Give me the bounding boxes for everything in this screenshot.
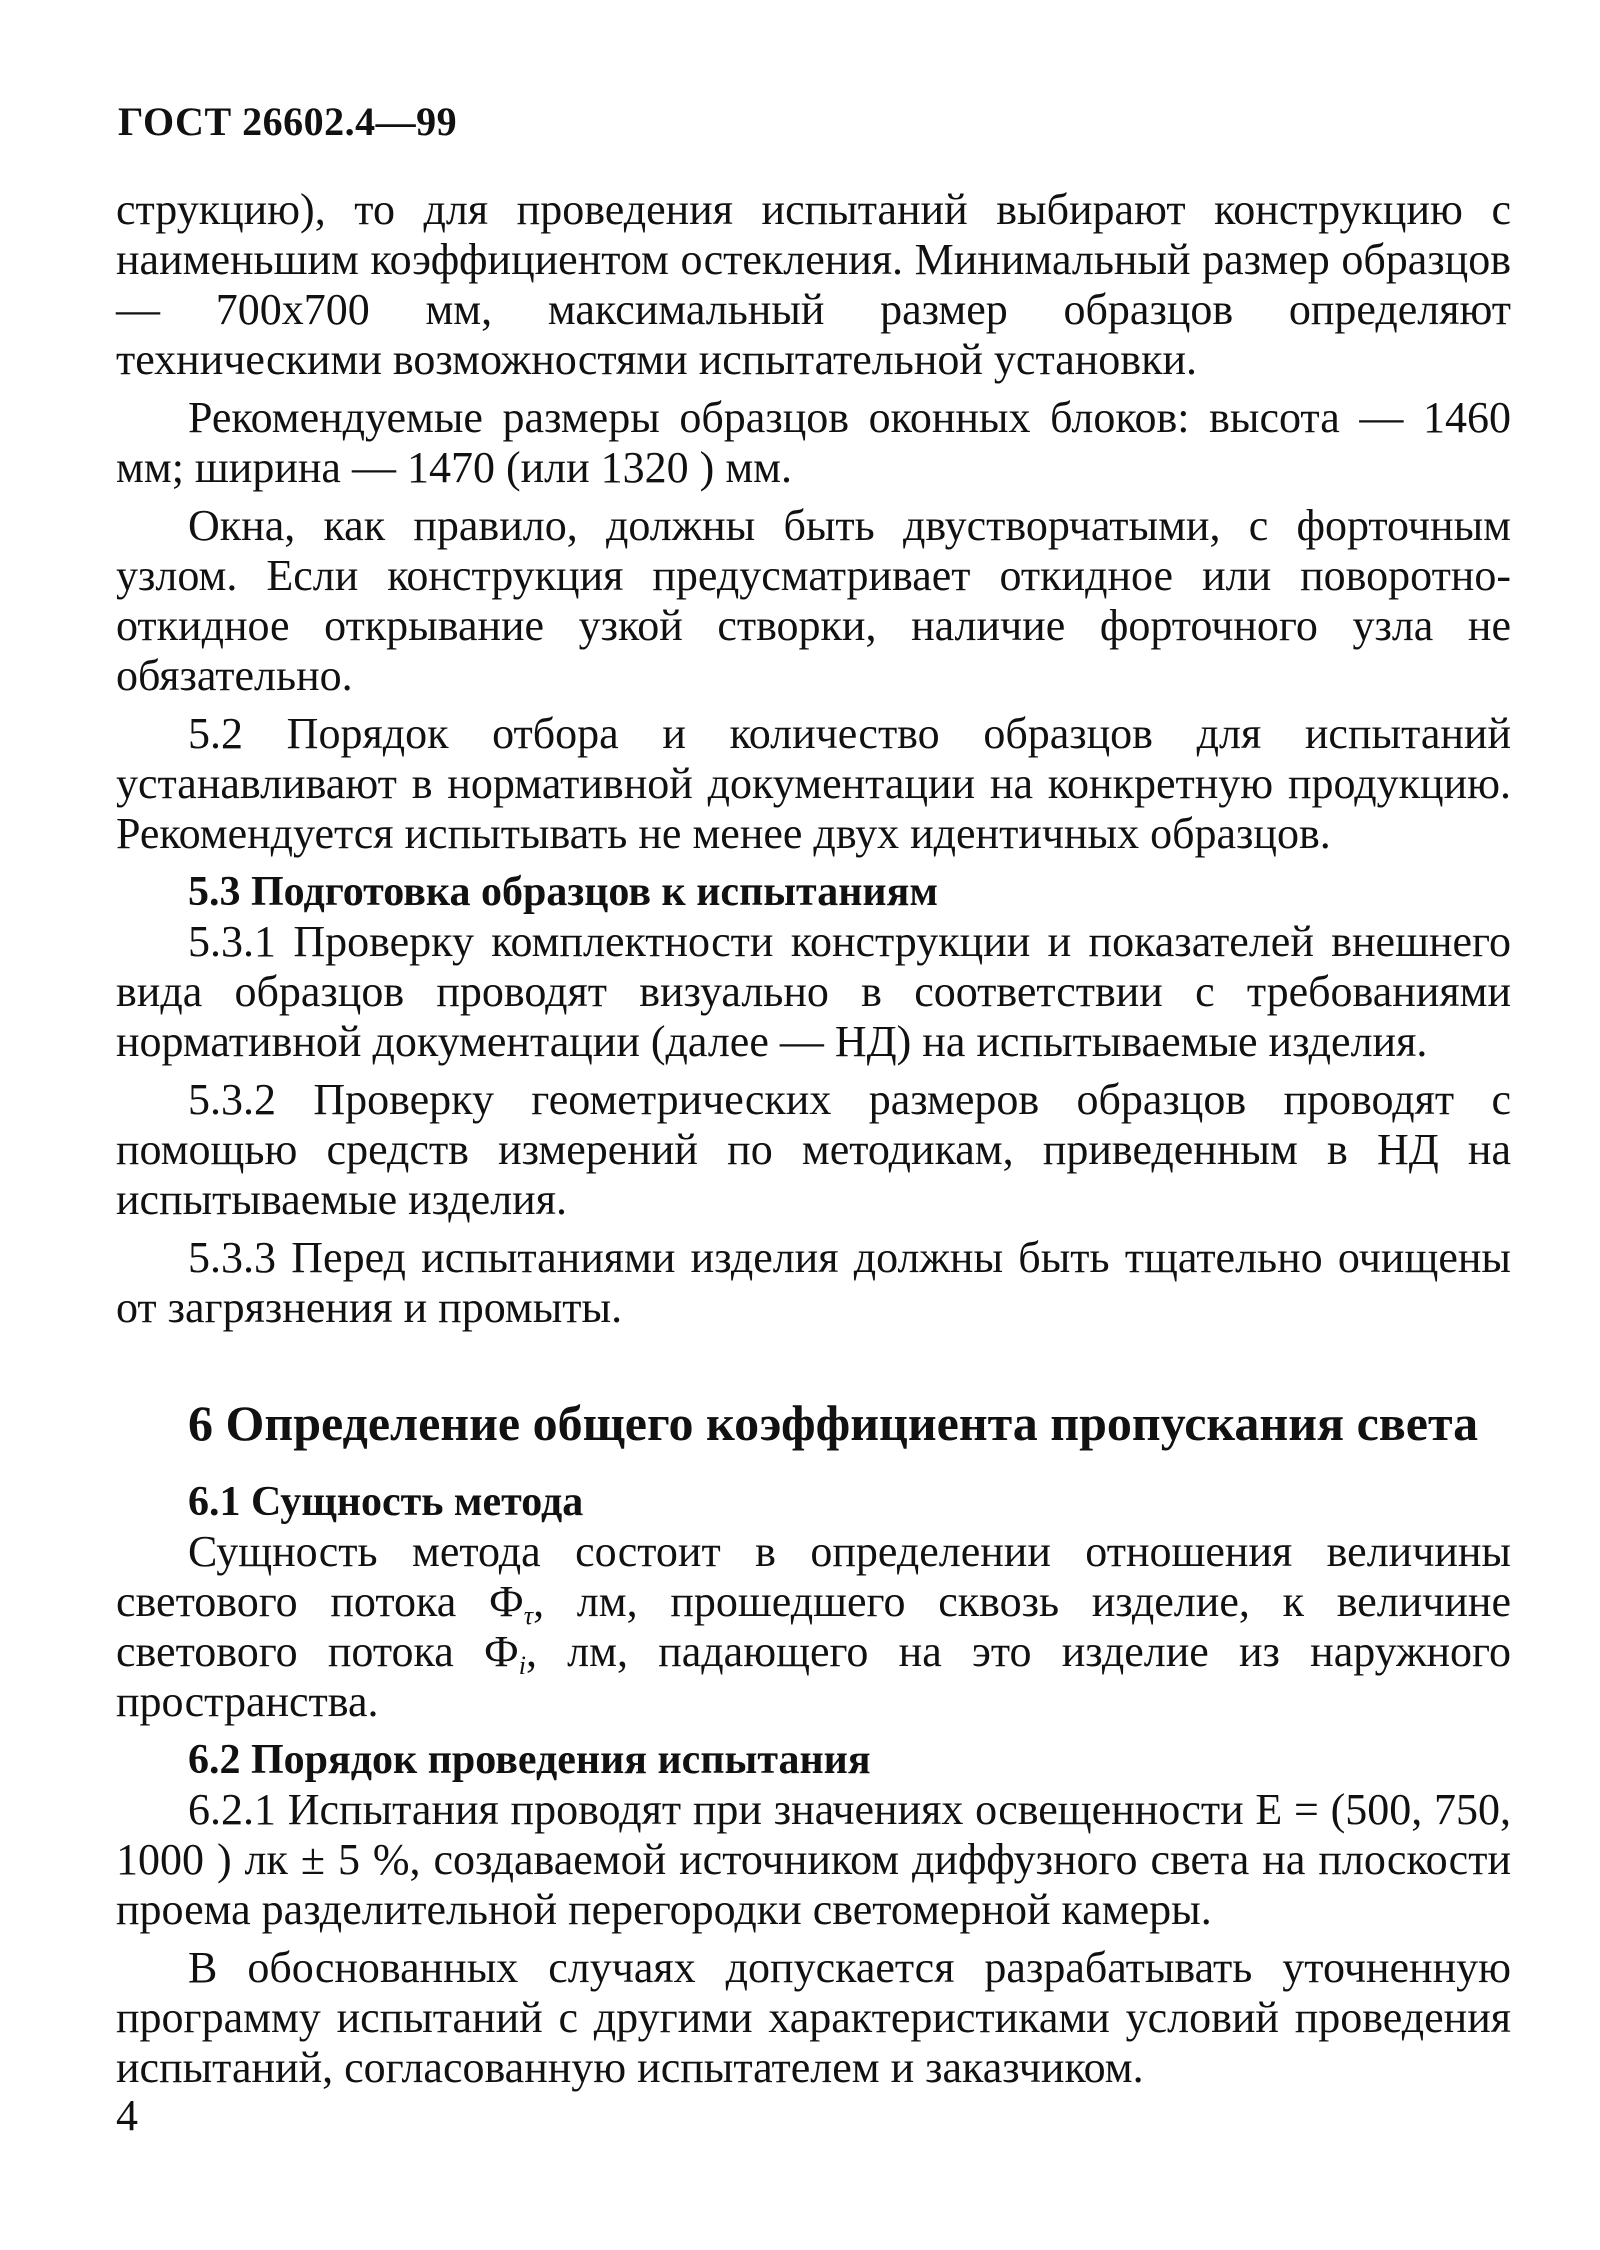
flux-subscript-i: i: [518, 1651, 526, 1680]
paragraph-5-3-3: 5.3.3 Перед испытаниями изделия должны быть тщательно очищены от загрязнения и промыты.: [116, 1233, 1511, 1332]
paragraph-6-1-part-b: , лм, прошедшего сквозь изделие, к величине светового потока Ф: [116, 1577, 1511, 1676]
section-6-title: 6 Определение общего коэффициента пропускания света: [188, 1395, 1479, 1451]
paragraph-recommended-sizes: Рекомендуемые размеры образцов оконных блоков: высота — 1460 мм; ширина — 1470 (или 1320 ) мм.: [116, 393, 1511, 492]
paragraph-6-2-1: 6.2.1 Испытания проводят при значениях освещенности Е = (500, 750, 1000 ) лк ± 5 %, создаваемой источником диффузного света на плоскости проема разделительной перегородки светомерной камеры.: [116, 1785, 1511, 1934]
paragraph-windows: Окна, как правило, должны быть двустворчатыми, с форточным узлом. Если конструкция предусматривает откидное или поворотно-откидное открывание узкой створки, наличие форточного узла не обязательно.: [116, 501, 1511, 700]
document-header: ГОСТ 26602.4—99: [118, 99, 458, 144]
paragraph-continuation: струкцию), то для проведения испытаний выбирают конструкцию с наименьшим коэффициентом остекления. Минимальный размер образцов — 700х700 мм, максимальный размер образцов определяют техническими возможностями испытательной установки.: [116, 185, 1511, 384]
paragraph-6-1-part-a: Сущность метода состоит в определении отношения величины светового потока Ф: [116, 1527, 1511, 1626]
flux-subscript-tau: τ: [523, 1601, 534, 1630]
document-body: [116, 185, 1511, 2093]
heading-6-1: 6.1 Сущность метода: [188, 1479, 584, 1525]
paragraph-5-3-1: 5.3.1 Проверку комплектности конструкции и показателей внешнего вида образцов проводят визуально в соответствии с требованиями нормативной документации (далее — НД) на испытываемые изделия.: [116, 917, 1511, 1066]
paragraph-5-2: 5.2 Порядок отбора и количество образцов для испытаний устанавливают в нормативной документации на конкретную продукцию. Рекомендуется испытывать не менее двух идентичных образцов.: [116, 709, 1511, 858]
paragraph-6-1: [116, 1527, 1511, 1727]
paragraph-5-3-2: 5.3.2 Проверку геометрических размеров образцов проводят с помощью средств измерений по методикам, приведенным в НД на испытываемые изделия.: [116, 1075, 1511, 1224]
page-number: 4: [116, 2091, 138, 2140]
paragraph-6-2-justified: В обоснованных случаях допускается разрабатывать уточненную программу испытаний с другими характеристиками условий проведения испытаний, согласованную испытателем и заказчиком.: [116, 1943, 1511, 2092]
heading-5-3: 5.3 Подготовка образцов к испытаниям: [188, 869, 938, 915]
paragraph-6-1-part-c: , лм, падающего на это изделие из наружного пространства.: [116, 1627, 1511, 1726]
heading-6-2: 6.2 Порядок проведения испытания: [188, 1737, 871, 1783]
